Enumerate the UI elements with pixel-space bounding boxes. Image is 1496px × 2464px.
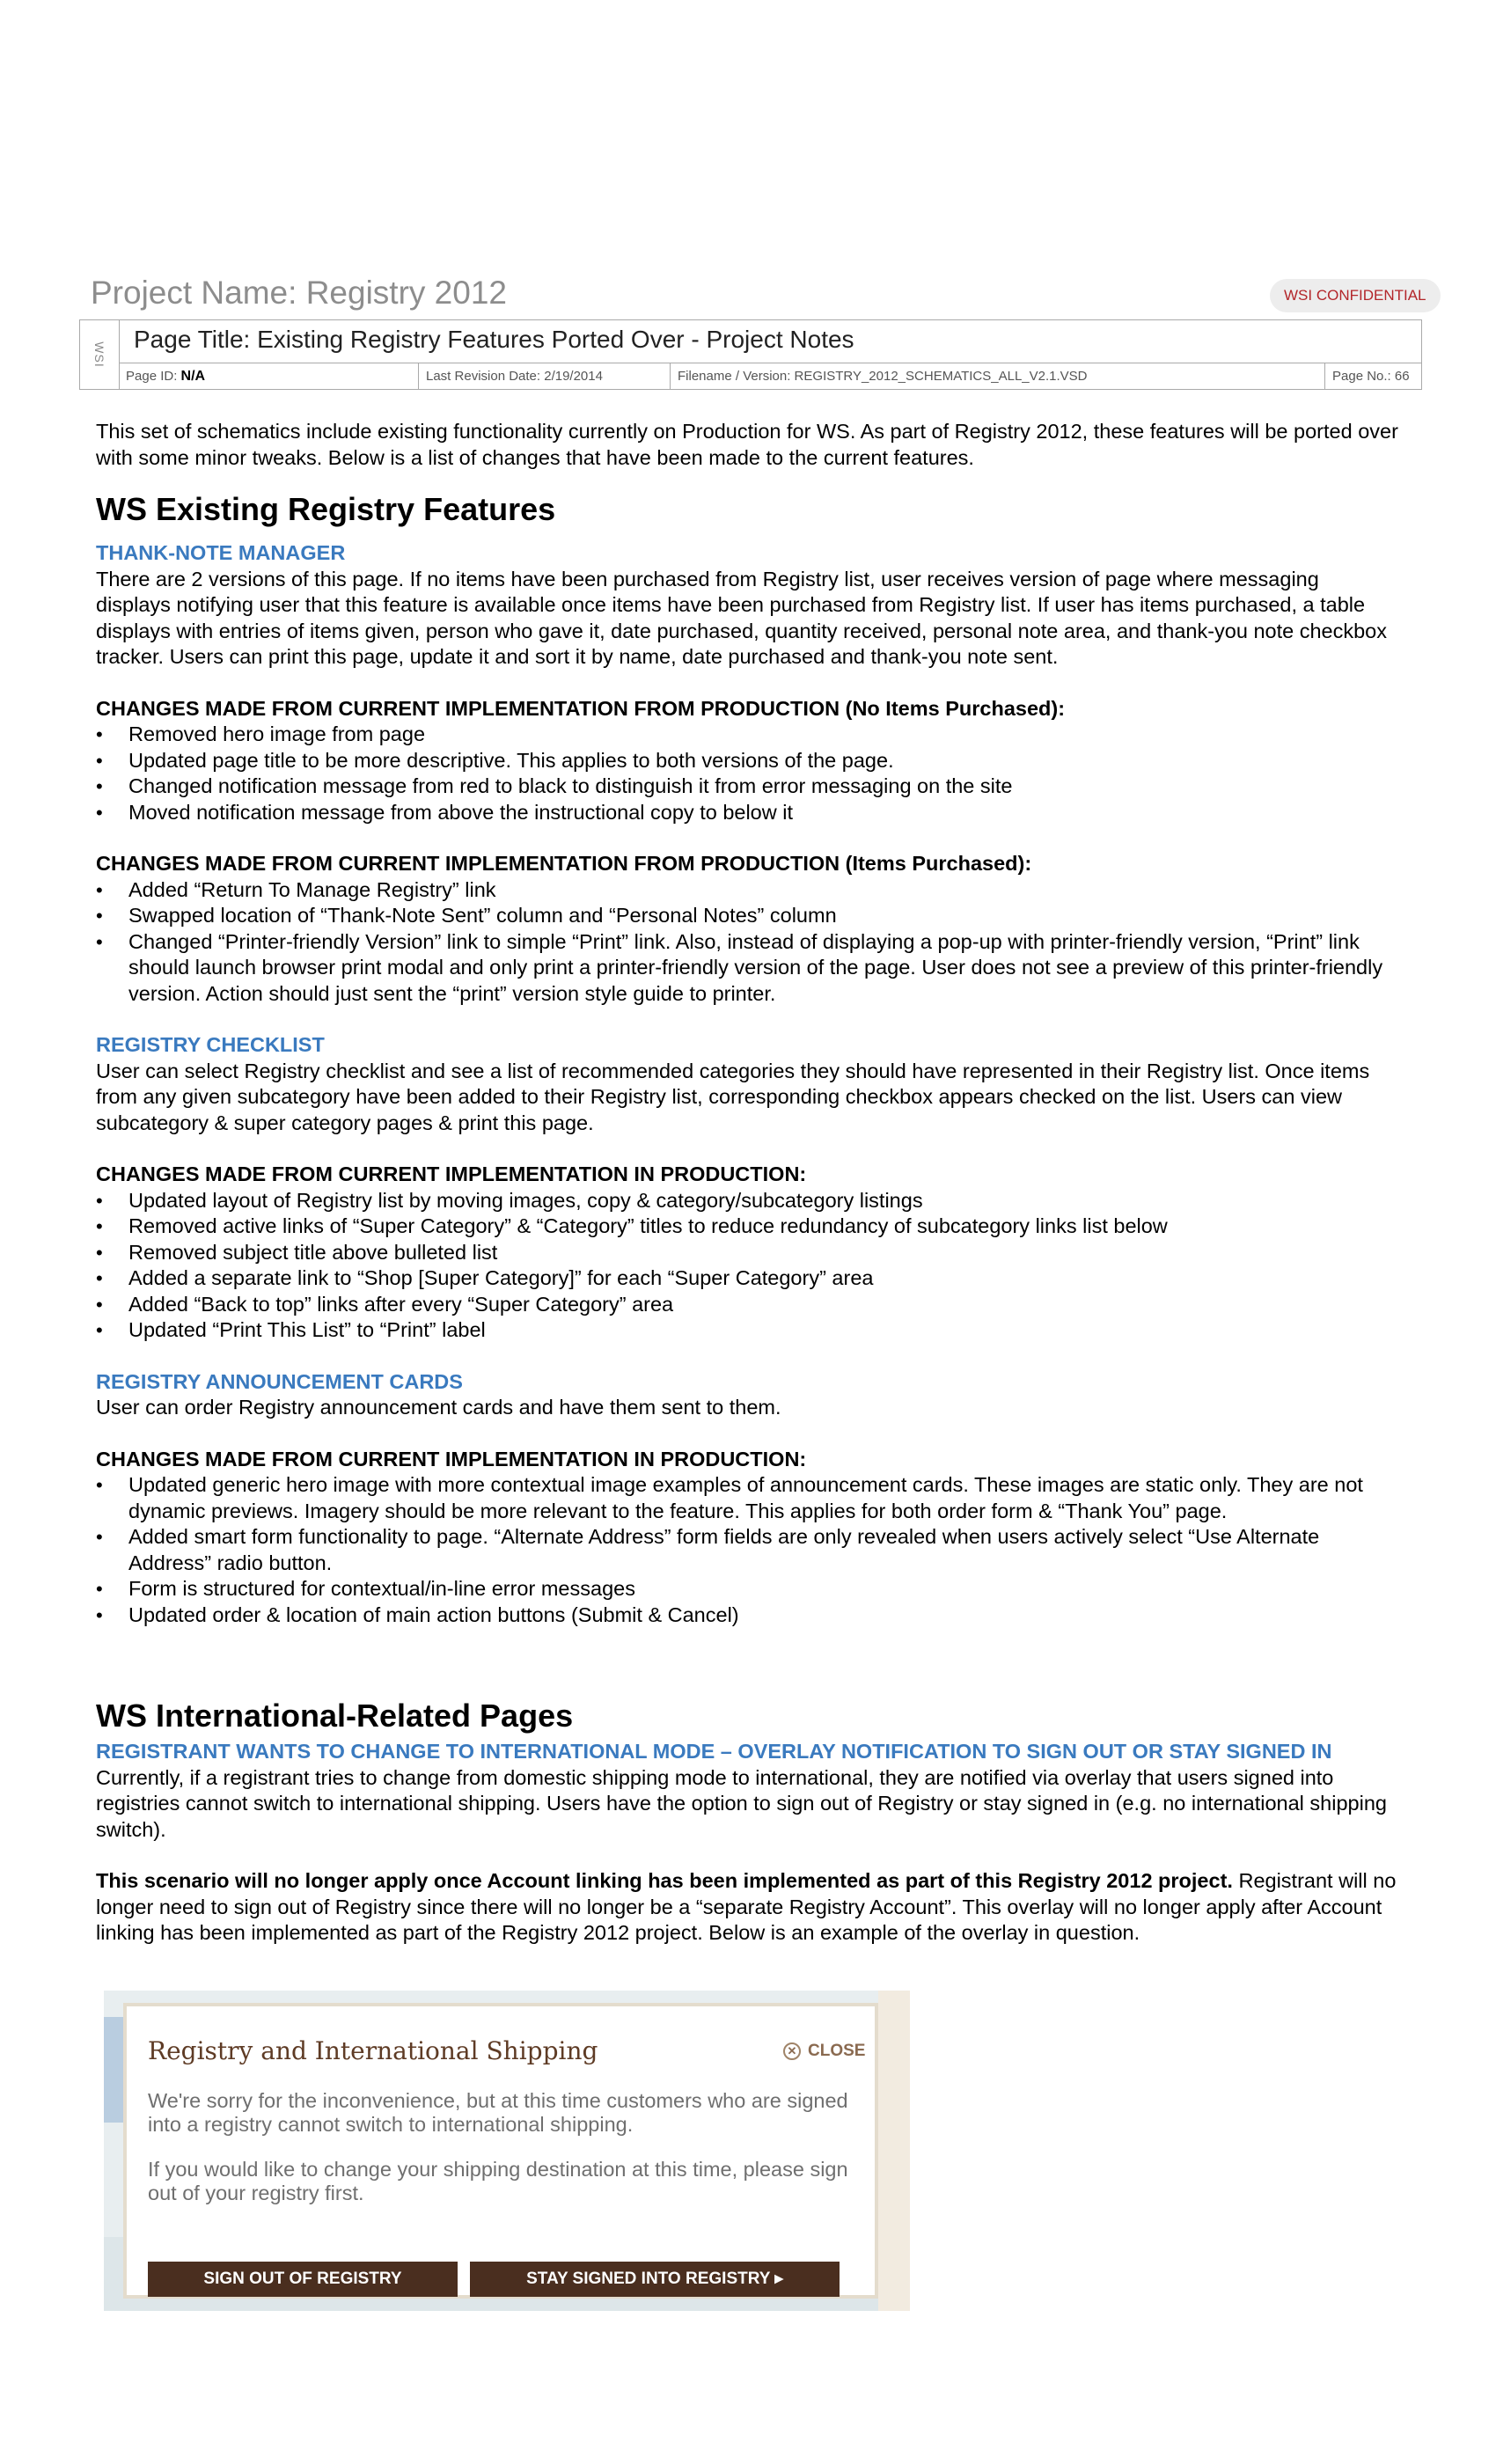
document-body <box>96 419 1398 1947</box>
thank-note-description: There are 2 versions of this page. If no items have been purchased from Registry list, user receives version of page where messaging displays notifying user that this feature is available once items have been purchased from Registry list. If user has items purchased, a table displays with entries of items given, person who gave it, date purchased, quantity received, personal note area, and thank-you note checkbox tracker. Users can print this page, update it and sort it by name, date purchased and thank-you note sent. <box>96 567 1388 668</box>
list-item: • Removed subject title above bulleted list <box>96 1240 1398 1266</box>
thank-note-changes1-list <box>96 722 1398 825</box>
revision-cell: Last Revision Date: 2/19/2014 <box>419 363 671 390</box>
header-meta-row <box>119 363 1421 390</box>
dialog-title: Registry and International Shipping <box>148 2036 598 2065</box>
list-item: • Added “Back to top” links after every “Super Category” area <box>96 1292 1398 1318</box>
list-item: • Updated page title to be more descriptive. This applies to both versions of the page. <box>96 748 1398 774</box>
thank-note-heading: THANK-NOTE MANAGER <box>96 541 346 564</box>
list-item: • Swapped location of “Thank-Note Sent” column and “Personal Notes” column <box>96 903 1398 929</box>
close-button[interactable] <box>783 2042 865 2061</box>
list-item: • Added smart form functionality to page. “Alternate Address” form fields are only revealed when users actively select “Use Alternate Address” radio button. <box>96 1524 1398 1576</box>
list-item: • Removed hero image from page <box>96 722 1398 748</box>
map-background <box>878 1991 910 2311</box>
page-header-box <box>79 319 1422 390</box>
page-title: Page Title: Existing Registry Features Ported Over - Project Notes <box>134 326 854 353</box>
thank-note-changes1-heading: CHANGES MADE FROM CURRENT IMPLEMENTATION FROM PRODUCTION (No Items Purchased): <box>96 696 1066 720</box>
international-overlay-heading: REGISTRANT WANTS TO CHANGE TO INTERNATIONAL MODE – OVERLAY NOTIFICATION TO SIGN OUT OR STAY SIGNED IN <box>96 1740 1332 1763</box>
page-number-cell: Page No.: 66 <box>1332 369 1410 384</box>
dialog-message-1: We're sorry for the inconvenience, but at this time customers who are signed into a registry cannot switch to international shipping. <box>148 2089 848 2136</box>
list-item: • Updated order & location of main action buttons (Submit & Cancel) <box>96 1602 1398 1629</box>
filename-cell: Filename / Version: REGISTRY_2012_SCHEMATICS_ALL_V2.1.VSD <box>671 363 1325 390</box>
list-item: • Form is structured for contextual/in-line error messages <box>96 1576 1398 1602</box>
stay-signed-in-button[interactable]: STAY SIGNED INTO REGISTRY ▸ <box>470 2262 840 2297</box>
sign-out-button[interactable]: SIGN OUT OF REGISTRY <box>148 2262 458 2297</box>
cards-heading: REGISTRY ANNOUNCEMENT CARDS <box>96 1369 463 1393</box>
list-item: • Added a separate link to “Shop [Super Category]” for each “Super Category” area <box>96 1265 1398 1292</box>
international-shipping-dialog <box>123 2003 878 2299</box>
project-name: Project Name: Registry 2012 <box>91 275 507 311</box>
list-item: • Moved notification message from above the instructional copy to below it <box>96 800 1398 826</box>
close-label: CLOSE <box>808 2042 866 2060</box>
close-icon: ✕ <box>783 2042 801 2060</box>
list-item: • Removed active links of “Super Category” & “Category” titles to reduce redundancy of subcategory links list below <box>96 1214 1398 1240</box>
thank-note-changes2-heading: CHANGES MADE FROM CURRENT IMPLEMENTATION FROM PRODUCTION (Items Purchased): <box>96 852 1032 875</box>
confidential-badge: WSI CONFIDENTIAL <box>1270 279 1441 312</box>
list-item: • Changed “Printer-friendly Version” link to simple “Print” link. Also, instead of displaying a pop-up with printer-friendly version, “Print” link should launch browser print modal and only print a printer-friendly version of the page. User does not see a preview of this printer-friendly version. Action should just sent the “print” version style guide to printer. <box>96 929 1398 1008</box>
page-id-label: Page ID: <box>126 369 178 384</box>
section-title-existing-features: WS Existing Registry Features <box>96 491 556 527</box>
side-label: WSI <box>92 341 106 368</box>
cards-changes-list <box>96 1472 1398 1628</box>
cards-description: User can order Registry announcement cards and have them sent to them. <box>96 1396 781 1419</box>
side-label-cell <box>80 320 120 389</box>
overlay-screenshot <box>104 1991 910 2311</box>
list-item: • Added “Return To Manage Registry” link <box>96 877 1398 904</box>
page-id-value: N/A <box>180 369 206 384</box>
dialog-message-2: If you would like to change your shipping destination at this time, please sign out of your registry first. <box>148 2158 848 2204</box>
account-linking-note-bold: This scenario will no longer apply once Account linking has been implemented as part of this Registry 2012 project. <box>96 1869 1233 1892</box>
international-description: Currently, if a registrant tries to change from domestic shipping mode to international, they are notified via overlay that users signed into registries cannot switch to international shipping. Users have the option to sign out of Registry or stay signed in (e.g. no international shipping switch). <box>96 1765 1387 1841</box>
list-item: • Changed notification message from red to black to distinguish it from error messaging on the site <box>96 774 1398 800</box>
cards-changes-heading: CHANGES MADE FROM CURRENT IMPLEMENTATION IN PRODUCTION: <box>96 1447 807 1470</box>
list-item: • Updated layout of Registry list by moving images, copy & category/subcategory listings <box>96 1188 1398 1214</box>
checklist-changes-heading: CHANGES MADE FROM CURRENT IMPLEMENTATION IN PRODUCTION: <box>96 1162 807 1185</box>
account-linking-note <box>96 1868 1398 1947</box>
account-linking-note-rest: Registrant will no longer need to sign out of Registry since there will no longer be a “separate Registry Account”. This overlay will no longer apply after Account linking has been implemented as part of the Registry 2012 project. Below is an example of the overlay in question. <box>96 1869 1397 1944</box>
checklist-description: User can select Registry checklist and see a list of recommended categories they should have represented in their Registry list. Once items from any given subcategory have been added to their Registry list, corresponding checkbox appears checked on the list. Users can view subcategory & super category pages & print this page. <box>96 1059 1370 1134</box>
thank-note-changes2-list <box>96 877 1398 1008</box>
page-id-cell <box>119 363 419 390</box>
checklist-heading: REGISTRY CHECKLIST <box>96 1033 325 1056</box>
intro-paragraph: This set of schematics include existing functionality currently on Production for WS. As part of Registry 2012, these features will be ported over with some minor tweaks. Below is a list of changes that have been made to the current features. <box>96 420 1398 469</box>
section-title-international: WS International-Related Pages <box>96 1698 574 1734</box>
list-item: • Updated “Print This List” to “Print” label <box>96 1317 1398 1344</box>
list-item: • Updated generic hero image with more contextual image examples of announcement cards. These images are static only. They are not dynamic previews. Imagery should be more relevant to the feature. This applies for both order form & “Thank You” page. <box>96 1472 1398 1524</box>
checklist-changes-list <box>96 1188 1398 1344</box>
